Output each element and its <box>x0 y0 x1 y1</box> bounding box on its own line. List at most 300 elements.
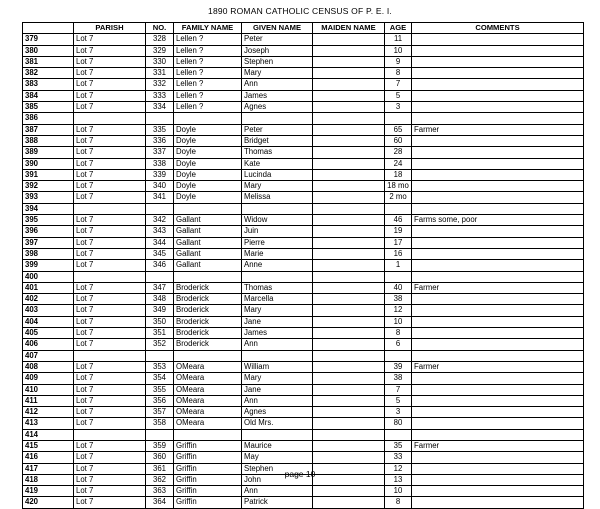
cell-no: 342 <box>146 215 174 226</box>
cell-row-number: 409 <box>23 373 74 384</box>
cell-parish: Lot 7 <box>74 316 146 327</box>
cell-row-number: 406 <box>23 339 74 350</box>
header-parish: PARISH <box>74 23 146 34</box>
cell-given-name: John <box>242 474 313 485</box>
cell-age: 60 <box>385 135 412 146</box>
cell-age: 12 <box>385 305 412 316</box>
table-row <box>23 418 584 429</box>
cell-comments <box>412 260 584 271</box>
cell-comments <box>412 147 584 158</box>
cell-age <box>385 203 412 214</box>
cell-maiden-name <box>313 248 385 259</box>
table-row <box>23 260 584 271</box>
census-body <box>23 34 584 508</box>
cell-parish: Lot 7 <box>74 305 146 316</box>
cell-row-number: 385 <box>23 102 74 113</box>
cell-comments: Farmer <box>412 361 584 372</box>
cell-age: 12 <box>385 463 412 474</box>
cell-age: 8 <box>385 497 412 508</box>
cell-given-name <box>242 203 313 214</box>
cell-row-number: 404 <box>23 316 74 327</box>
cell-parish: Lot 7 <box>74 384 146 395</box>
cell-maiden-name <box>313 102 385 113</box>
census-table <box>22 22 584 509</box>
cell-comments <box>412 407 584 418</box>
cell-family-name: Lellen ? <box>174 34 242 45</box>
cell-comments <box>412 237 584 248</box>
cell-maiden-name <box>313 68 385 79</box>
cell-parish: Lot 7 <box>74 474 146 485</box>
cell-parish: Lot 7 <box>74 135 146 146</box>
cell-no: 350 <box>146 316 174 327</box>
cell-age: 8 <box>385 328 412 339</box>
cell-family-name <box>174 429 242 440</box>
cell-no: 334 <box>146 102 174 113</box>
cell-given-name: James <box>242 328 313 339</box>
cell-maiden-name <box>313 158 385 169</box>
cell-row-number: 392 <box>23 181 74 192</box>
cell-no: 354 <box>146 373 174 384</box>
cell-parish <box>74 350 146 361</box>
cell-maiden-name <box>313 373 385 384</box>
cell-given-name: Jane <box>242 316 313 327</box>
table-row <box>23 328 584 339</box>
cell-row-number: 414 <box>23 429 74 440</box>
cell-no: 340 <box>146 181 174 192</box>
cell-parish: Lot 7 <box>74 418 146 429</box>
cell-row-number: 417 <box>23 463 74 474</box>
cell-parish <box>74 271 146 282</box>
cell-comments <box>412 452 584 463</box>
table-row <box>23 45 584 56</box>
cell-given-name: Pierre <box>242 237 313 248</box>
cell-age: 10 <box>385 486 412 497</box>
cell-no: 341 <box>146 192 174 203</box>
table-row <box>23 440 584 451</box>
cell-maiden-name <box>313 452 385 463</box>
cell-row-number: 399 <box>23 260 74 271</box>
cell-parish: Lot 7 <box>74 395 146 406</box>
cell-age: 11 <box>385 34 412 45</box>
cell-comments <box>412 305 584 316</box>
cell-given-name: Peter <box>242 34 313 45</box>
cell-family-name: Gallant <box>174 237 242 248</box>
cell-row-number: 401 <box>23 282 74 293</box>
cell-family-name: OMeara <box>174 384 242 395</box>
cell-comments <box>412 384 584 395</box>
cell-row-number: 383 <box>23 79 74 90</box>
cell-comments <box>412 486 584 497</box>
cell-row-number: 412 <box>23 407 74 418</box>
cell-age: 5 <box>385 395 412 406</box>
cell-given-name: Agnes <box>242 407 313 418</box>
header-no: NO. <box>146 23 174 34</box>
cell-family-name: Doyle <box>174 158 242 169</box>
cell-family-name <box>174 271 242 282</box>
cell-no: 349 <box>146 305 174 316</box>
header-family-name: FAMILY NAME <box>174 23 242 34</box>
cell-given-name: Melissa <box>242 192 313 203</box>
cell-row-number: 418 <box>23 474 74 485</box>
cell-no: 363 <box>146 486 174 497</box>
cell-maiden-name <box>313 124 385 135</box>
cell-age: 1 <box>385 260 412 271</box>
cell-no: 353 <box>146 361 174 372</box>
cell-comments <box>412 316 584 327</box>
table-row <box>23 373 584 384</box>
table-row <box>23 429 584 440</box>
cell-maiden-name <box>313 192 385 203</box>
cell-family-name: Lellen ? <box>174 56 242 67</box>
table-row <box>23 486 584 497</box>
cell-family-name: Gallant <box>174 248 242 259</box>
cell-comments <box>412 203 584 214</box>
cell-given-name: Patrick <box>242 497 313 508</box>
cell-age: 6 <box>385 339 412 350</box>
cell-parish: Lot 7 <box>74 463 146 474</box>
cell-no: 330 <box>146 56 174 67</box>
cell-parish: Lot 7 <box>74 147 146 158</box>
cell-parish: Lot 7 <box>74 90 146 101</box>
cell-age: 3 <box>385 102 412 113</box>
cell-family-name: Doyle <box>174 135 242 146</box>
table-row <box>23 192 584 203</box>
cell-no: 351 <box>146 328 174 339</box>
cell-family-name: OMeara <box>174 395 242 406</box>
cell-maiden-name <box>313 418 385 429</box>
cell-family-name: Doyle <box>174 192 242 203</box>
cell-family-name: Broderick <box>174 328 242 339</box>
cell-maiden-name <box>313 429 385 440</box>
cell-age: 24 <box>385 158 412 169</box>
cell-given-name: Mary <box>242 68 313 79</box>
cell-maiden-name <box>313 316 385 327</box>
cell-maiden-name <box>313 260 385 271</box>
cell-family-name: OMeara <box>174 407 242 418</box>
cell-no: 359 <box>146 440 174 451</box>
cell-family-name: Doyle <box>174 147 242 158</box>
cell-parish: Lot 7 <box>74 158 146 169</box>
cell-age: 8 <box>385 68 412 79</box>
cell-row-number: 394 <box>23 203 74 214</box>
cell-row-number: 419 <box>23 486 74 497</box>
cell-family-name: Doyle <box>174 181 242 192</box>
cell-given-name: Old Mrs. <box>242 418 313 429</box>
cell-given-name: Mary <box>242 181 313 192</box>
header-maiden-name: MAIDEN NAME <box>313 23 385 34</box>
cell-row-number: 382 <box>23 68 74 79</box>
cell-age: 46 <box>385 215 412 226</box>
cell-row-number: 386 <box>23 113 74 124</box>
cell-parish: Lot 7 <box>74 497 146 508</box>
cell-maiden-name <box>313 215 385 226</box>
cell-row-number: 396 <box>23 226 74 237</box>
cell-comments <box>412 68 584 79</box>
cell-row-number: 388 <box>23 135 74 146</box>
cell-family-name: OMeara <box>174 373 242 384</box>
cell-row-number: 379 <box>23 34 74 45</box>
cell-row-number: 411 <box>23 395 74 406</box>
cell-no: 331 <box>146 68 174 79</box>
cell-maiden-name <box>313 79 385 90</box>
cell-comments <box>412 373 584 384</box>
table-row <box>23 147 584 158</box>
cell-row-number: 420 <box>23 497 74 508</box>
cell-given-name <box>242 271 313 282</box>
cell-given-name: Maurice <box>242 440 313 451</box>
cell-age: 2 mo <box>385 192 412 203</box>
cell-family-name: Broderick <box>174 294 242 305</box>
cell-given-name: Marie <box>242 248 313 259</box>
cell-no: 328 <box>146 34 174 45</box>
cell-comments <box>412 429 584 440</box>
table-row <box>23 90 584 101</box>
cell-parish: Lot 7 <box>74 328 146 339</box>
cell-family-name: Broderick <box>174 316 242 327</box>
cell-given-name: Juin <box>242 226 313 237</box>
cell-parish: Lot 7 <box>74 68 146 79</box>
cell-given-name: Ann <box>242 79 313 90</box>
cell-no: 347 <box>146 282 174 293</box>
cell-parish: Lot 7 <box>74 79 146 90</box>
cell-parish: Lot 7 <box>74 34 146 45</box>
cell-age: 13 <box>385 474 412 485</box>
cell-maiden-name <box>313 34 385 45</box>
cell-family-name: Griffin <box>174 440 242 451</box>
cell-family-name: OMeara <box>174 418 242 429</box>
cell-age <box>385 429 412 440</box>
cell-parish: Lot 7 <box>74 294 146 305</box>
cell-age: 40 <box>385 282 412 293</box>
table-row <box>23 102 584 113</box>
cell-comments <box>412 226 584 237</box>
cell-family-name: Broderick <box>174 282 242 293</box>
cell-no: 333 <box>146 90 174 101</box>
cell-comments <box>412 135 584 146</box>
cell-given-name: May <box>242 452 313 463</box>
cell-family-name: Lellen ? <box>174 45 242 56</box>
table-row <box>23 316 584 327</box>
cell-parish: Lot 7 <box>74 282 146 293</box>
cell-comments <box>412 192 584 203</box>
cell-row-number: 403 <box>23 305 74 316</box>
cell-comments: Farmer <box>412 282 584 293</box>
cell-family-name: Gallant <box>174 215 242 226</box>
cell-given-name: Stephen <box>242 56 313 67</box>
table-row <box>23 169 584 180</box>
cell-age: 35 <box>385 440 412 451</box>
cell-no <box>146 350 174 361</box>
table-row <box>23 34 584 45</box>
table-row <box>23 68 584 79</box>
table-row <box>23 248 584 259</box>
cell-parish: Lot 7 <box>74 237 146 248</box>
cell-comments <box>412 181 584 192</box>
table-row <box>23 497 584 508</box>
cell-row-number: 397 <box>23 237 74 248</box>
cell-parish: Lot 7 <box>74 248 146 259</box>
cell-maiden-name <box>313 226 385 237</box>
cell-no: 338 <box>146 158 174 169</box>
cell-parish: Lot 7 <box>74 407 146 418</box>
cell-given-name: Anne <box>242 260 313 271</box>
cell-family-name: Griffin <box>174 452 242 463</box>
cell-row-number: 400 <box>23 271 74 282</box>
cell-comments <box>412 169 584 180</box>
cell-parish: Lot 7 <box>74 102 146 113</box>
table-row <box>23 135 584 146</box>
cell-age: 3 <box>385 407 412 418</box>
cell-family-name: Gallant <box>174 260 242 271</box>
cell-row-number: 415 <box>23 440 74 451</box>
cell-maiden-name <box>313 294 385 305</box>
cell-family-name: Lellen ? <box>174 102 242 113</box>
page-number: page 10 <box>284 469 316 479</box>
cell-parish: Lot 7 <box>74 56 146 67</box>
cell-maiden-name <box>313 440 385 451</box>
cell-family-name: OMeara <box>174 361 242 372</box>
header-row-number <box>23 23 74 34</box>
table-row <box>23 271 584 282</box>
cell-given-name: Peter <box>242 124 313 135</box>
cell-comments <box>412 350 584 361</box>
cell-age: 10 <box>385 316 412 327</box>
cell-no: 360 <box>146 452 174 463</box>
cell-comments <box>412 271 584 282</box>
cell-row-number: 398 <box>23 248 74 259</box>
cell-family-name <box>174 203 242 214</box>
table-row <box>23 124 584 135</box>
cell-given-name <box>242 429 313 440</box>
cell-no: 358 <box>146 418 174 429</box>
cell-family-name: Griffin <box>174 463 242 474</box>
cell-no <box>146 113 174 124</box>
cell-maiden-name <box>313 486 385 497</box>
cell-given-name: Marcella <box>242 294 313 305</box>
table-row <box>23 452 584 463</box>
cell-no: 332 <box>146 79 174 90</box>
cell-given-name: Agnes <box>242 102 313 113</box>
cell-maiden-name <box>313 497 385 508</box>
cell-family-name: Lellen ? <box>174 79 242 90</box>
cell-age: 17 <box>385 237 412 248</box>
cell-maiden-name <box>313 328 385 339</box>
cell-no: 361 <box>146 463 174 474</box>
table-row <box>23 203 584 214</box>
header-row <box>23 23 584 34</box>
table-row <box>23 282 584 293</box>
cell-age: 5 <box>385 90 412 101</box>
cell-parish: Lot 7 <box>74 169 146 180</box>
cell-row-number: 390 <box>23 158 74 169</box>
cell-given-name: Ann <box>242 395 313 406</box>
cell-family-name: Griffin <box>174 486 242 497</box>
cell-no: 337 <box>146 147 174 158</box>
cell-maiden-name <box>313 395 385 406</box>
cell-row-number: 389 <box>23 147 74 158</box>
cell-given-name: Kate <box>242 158 313 169</box>
cell-no: 362 <box>146 474 174 485</box>
cell-maiden-name <box>313 147 385 158</box>
table-row <box>23 113 584 124</box>
cell-age: 7 <box>385 384 412 395</box>
cell-parish <box>74 203 146 214</box>
table-row <box>23 237 584 248</box>
table-row <box>23 305 584 316</box>
cell-age: 38 <box>385 294 412 305</box>
cell-no: 356 <box>146 395 174 406</box>
cell-comments <box>412 294 584 305</box>
cell-maiden-name <box>313 282 385 293</box>
cell-comments <box>412 328 584 339</box>
cell-given-name: Mary <box>242 373 313 384</box>
table-row <box>23 56 584 67</box>
cell-family-name: Broderick <box>174 305 242 316</box>
cell-comments: Farmer <box>412 124 584 135</box>
cell-no: 355 <box>146 384 174 395</box>
cell-maiden-name <box>313 237 385 248</box>
cell-age: 7 <box>385 79 412 90</box>
cell-parish: Lot 7 <box>74 452 146 463</box>
cell-row-number: 407 <box>23 350 74 361</box>
table-row <box>23 384 584 395</box>
cell-family-name: Doyle <box>174 124 242 135</box>
cell-row-number: 413 <box>23 418 74 429</box>
cell-parish <box>74 429 146 440</box>
cell-given-name <box>242 113 313 124</box>
cell-maiden-name <box>313 169 385 180</box>
cell-no: 344 <box>146 237 174 248</box>
cell-no: 329 <box>146 45 174 56</box>
cell-age: 39 <box>385 361 412 372</box>
table-row <box>23 350 584 361</box>
cell-row-number: 416 <box>23 452 74 463</box>
table-row <box>23 361 584 372</box>
table-row <box>23 158 584 169</box>
cell-comments <box>412 395 584 406</box>
cell-given-name: Ann <box>242 339 313 350</box>
cell-no <box>146 203 174 214</box>
cell-maiden-name <box>313 305 385 316</box>
cell-given-name: Joseph <box>242 45 313 56</box>
table-row <box>23 226 584 237</box>
cell-parish <box>74 113 146 124</box>
header-comments: COMMENTS <box>412 23 584 34</box>
cell-age: 38 <box>385 373 412 384</box>
cell-parish: Lot 7 <box>74 192 146 203</box>
cell-maiden-name <box>313 271 385 282</box>
page-title: 1890 ROMAN CATHOLIC CENSUS OF P. E. I. <box>208 6 392 16</box>
cell-comments <box>412 79 584 90</box>
cell-given-name: Thomas <box>242 147 313 158</box>
cell-age <box>385 271 412 282</box>
cell-given-name: Jane <box>242 384 313 395</box>
cell-no <box>146 429 174 440</box>
cell-parish: Lot 7 <box>74 361 146 372</box>
cell-age: 9 <box>385 56 412 67</box>
cell-comments <box>412 34 584 45</box>
table-row <box>23 407 584 418</box>
cell-parish: Lot 7 <box>74 181 146 192</box>
cell-row-number: 408 <box>23 361 74 372</box>
cell-given-name <box>242 350 313 361</box>
cell-comments <box>412 102 584 113</box>
cell-parish: Lot 7 <box>74 215 146 226</box>
cell-age: 28 <box>385 147 412 158</box>
cell-no: 357 <box>146 407 174 418</box>
cell-comments <box>412 56 584 67</box>
cell-family-name: Broderick <box>174 339 242 350</box>
